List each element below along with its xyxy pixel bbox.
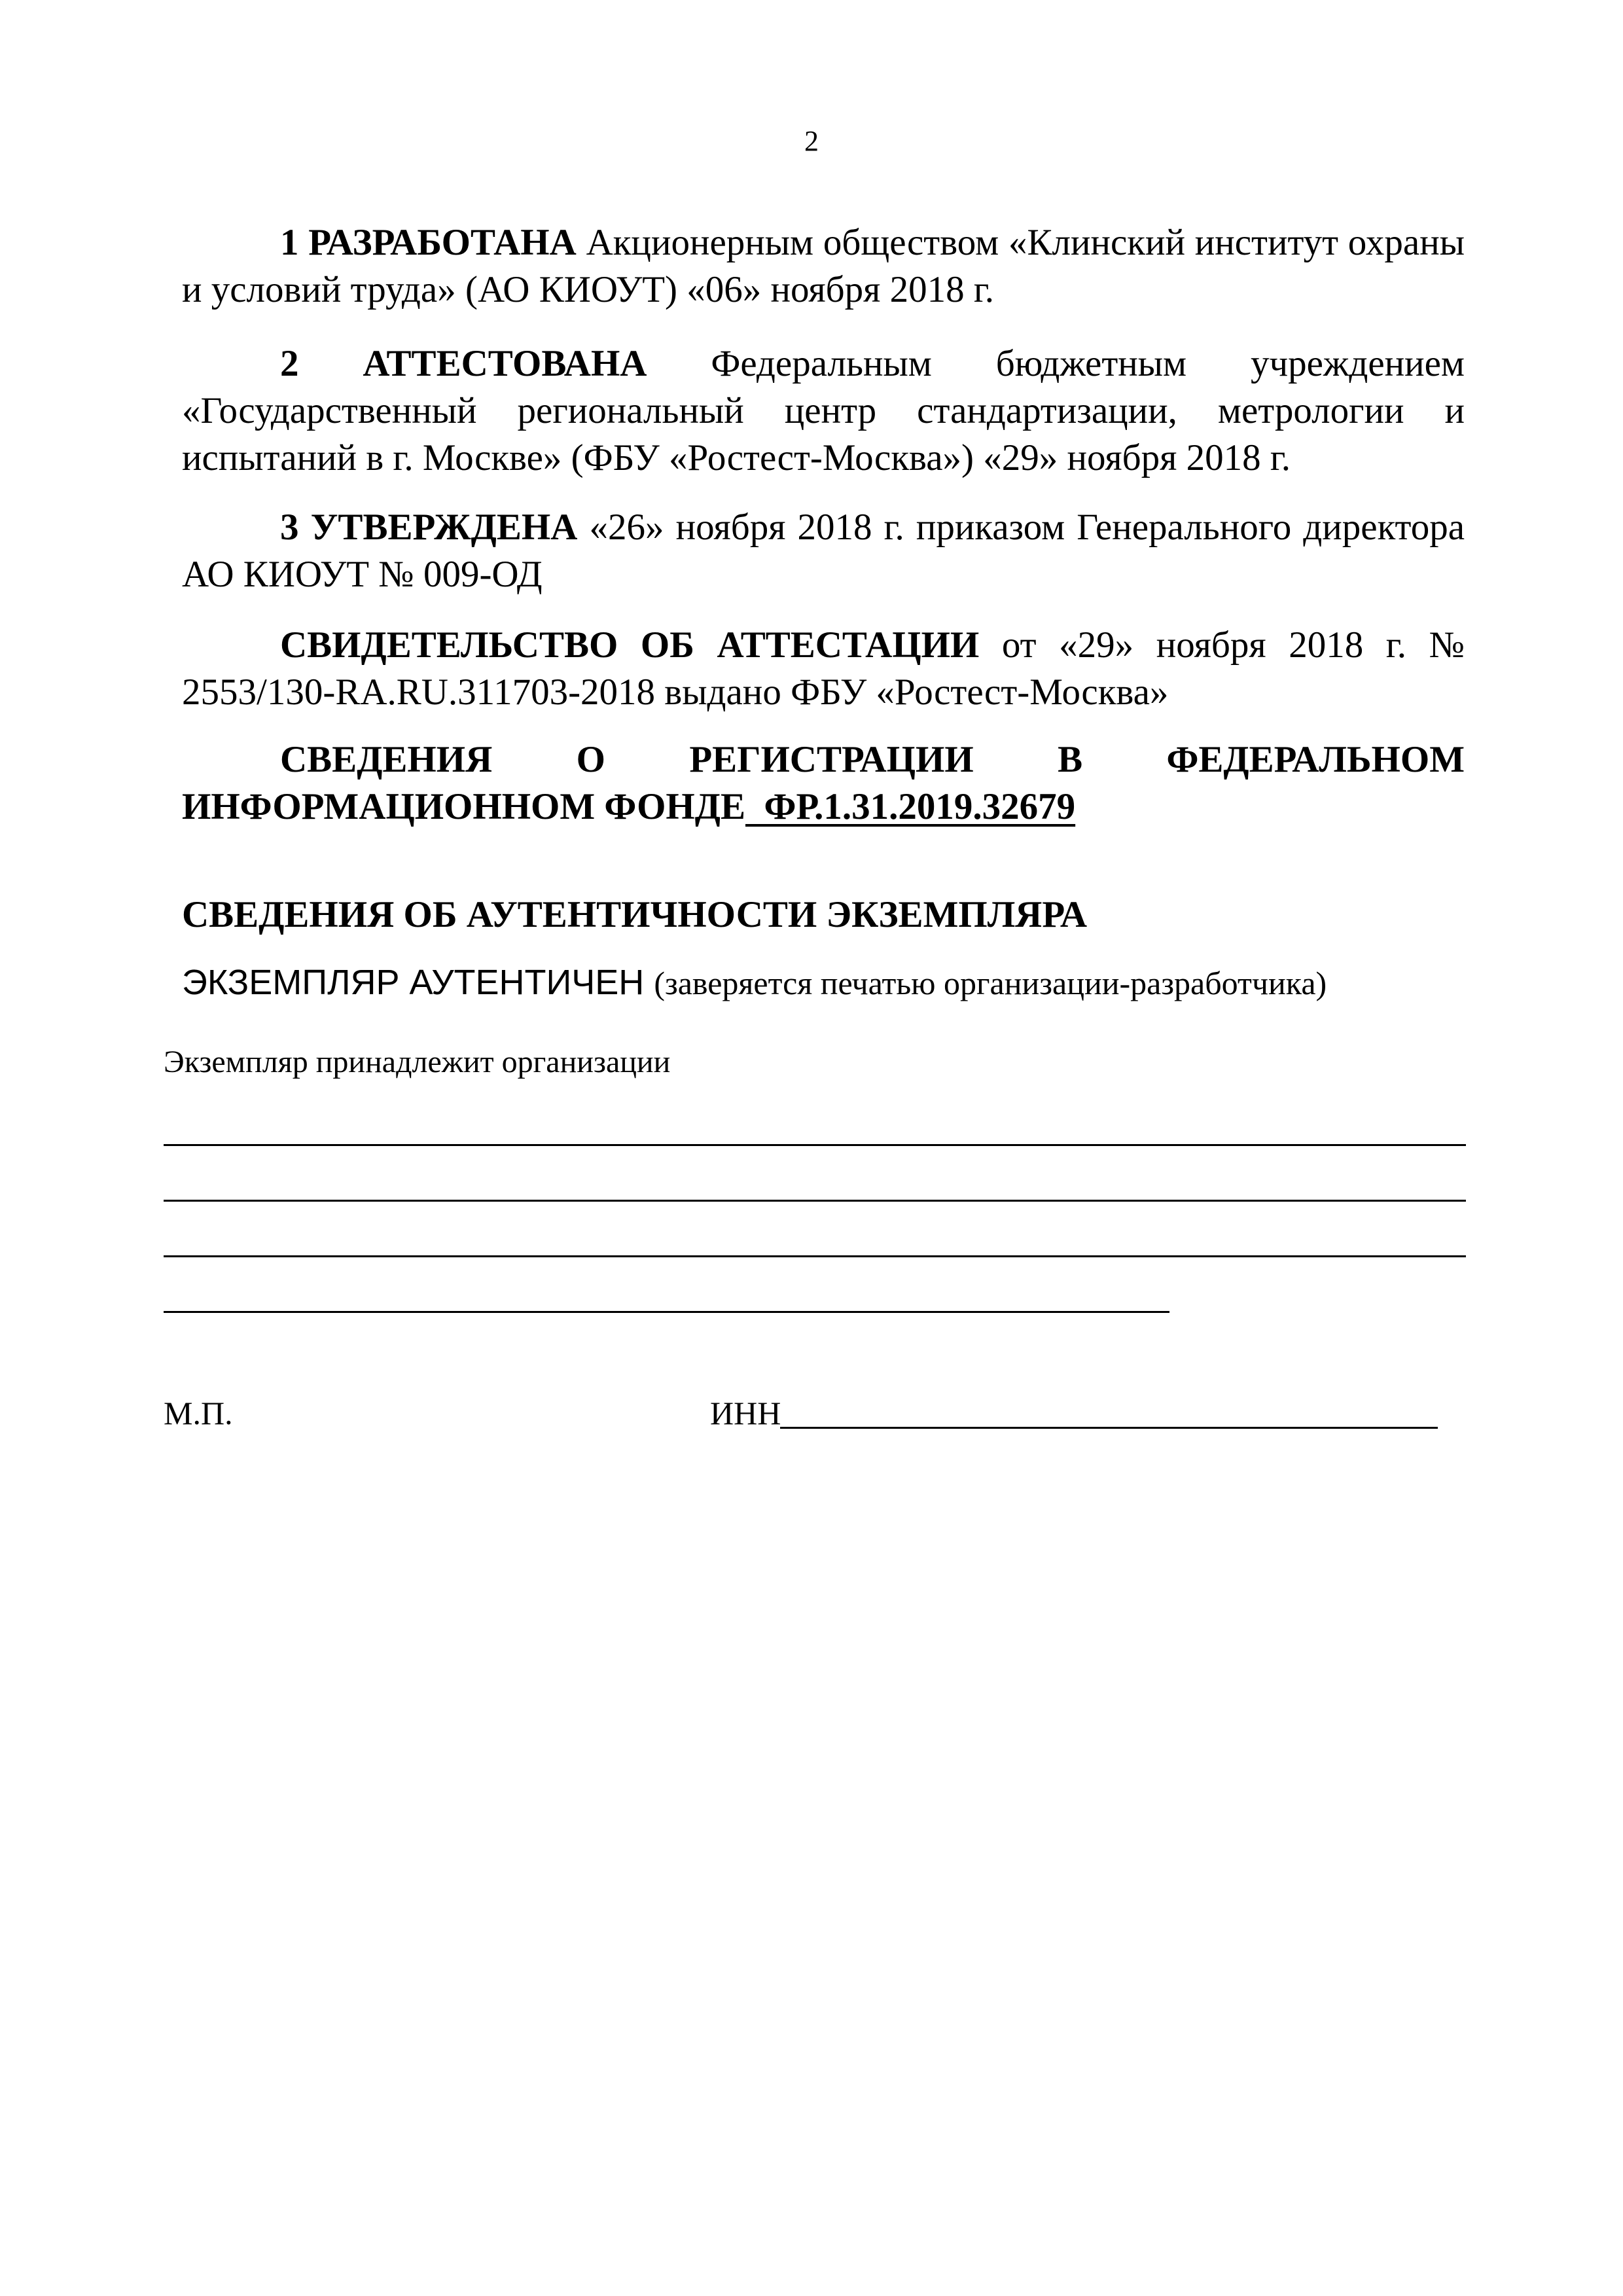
authenticity-statement: ЭКЗЕМПЛЯР АУТЕНТИЧЕН — [182, 963, 645, 1002]
registration-line2: ИНФОРМАЦИОННОМ ФОНДЕ — [182, 786, 745, 827]
owner-line-3 — [164, 1255, 1466, 1257]
developed-text: Акционерным обществом «Клинский институт охраны и условий труда» (АО КИОУТ) «06» ноября 2018 г. — [182, 222, 1465, 310]
developed-label: 1 РАЗРАБОТАНА — [280, 222, 577, 263]
stamp-label: М.П. — [164, 1395, 233, 1431]
owner-line-1 — [164, 1144, 1466, 1146]
authenticity-note: (заверяется печатью организации-разработчика) — [654, 965, 1327, 1001]
registration-code: ФР.1.31.2019.32679 — [745, 786, 1076, 827]
certificate-label: СВИДЕТЕЛЬСТВО ОБ АТТЕСТАЦИИ — [280, 624, 980, 666]
approved-text: «26» ноября 2018 г. приказом Генерального директора АО КИОУТ № 009-ОД — [182, 507, 1465, 595]
paragraph-approved — [182, 504, 1465, 598]
paragraph-developed — [182, 219, 1465, 314]
owner-label: Экземпляр принадлежит организации — [164, 1045, 671, 1079]
paragraph-registration — [182, 736, 1465, 831]
authenticity-heading: СВЕДЕНИЯ ОБ АУТЕНТИЧНОСТИ ЭКЗЕМПЛЯРА — [182, 894, 1088, 935]
page-number: 2 — [804, 125, 819, 157]
inn-label: ИНН — [710, 1395, 781, 1431]
certificate-text: от «29» ноября 2018 г. № 2553/130-RA.RU.311703-2018 выдано ФБУ «Ростест-Москва» — [182, 624, 1465, 713]
authenticity-statement-block — [182, 962, 1327, 1003]
owner-line-4 — [164, 1311, 1169, 1313]
approved-label: 3 УТВЕРЖДЕНА — [280, 507, 578, 548]
certified-text: Федеральным бюджетным учреждением «Государственный региональный центр стандартизации, метрологии и испытаний в г. Москве» (ФБУ «Ростест-Москва») «29» ноября 2018 г. — [182, 343, 1465, 478]
certified-label: 2 АТТЕСТОВАНА — [280, 343, 647, 384]
paragraph-certificate — [182, 622, 1465, 716]
inn-line — [780, 1427, 1438, 1429]
owner-line-2 — [164, 1200, 1466, 1202]
paragraph-certified — [182, 340, 1465, 482]
registration-line1: СВЕДЕНИЯ О РЕГИСТРАЦИИ В ФЕДЕРАЛЬНОМ — [280, 739, 1465, 780]
